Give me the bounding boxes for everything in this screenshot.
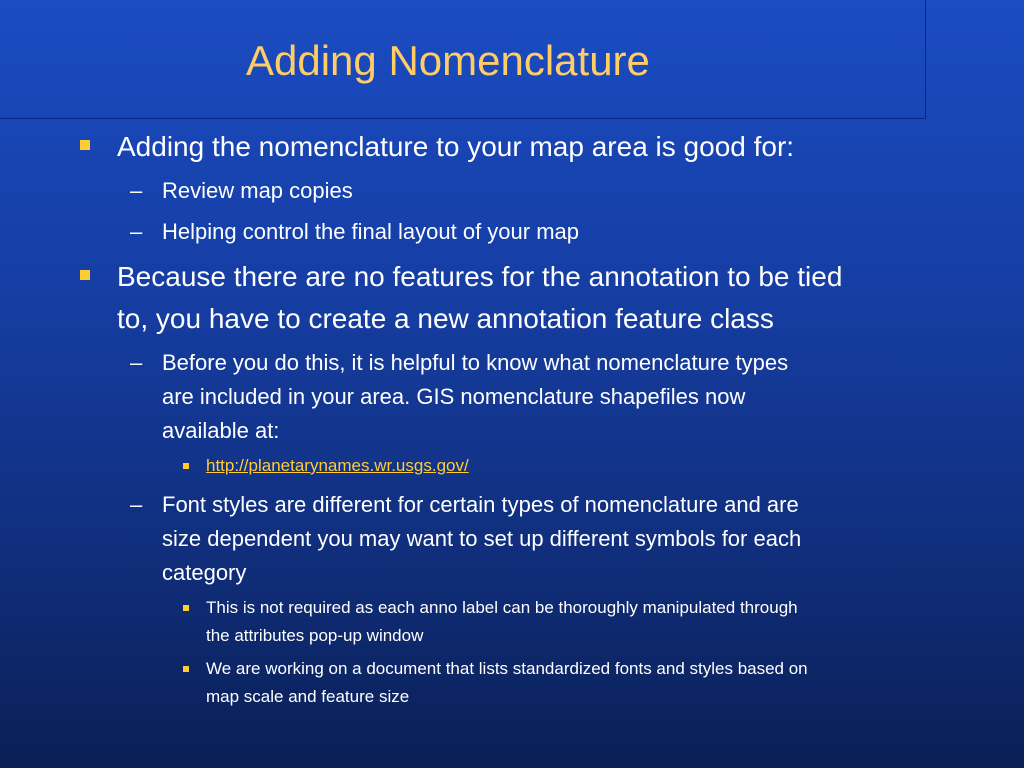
bullet-2-sub-1-line1: Before you do this, it is helpful to know what nomenclature types	[162, 350, 789, 375]
square-bullet-icon	[183, 463, 189, 469]
bullet-1-sub-2: Helping control the final layout of your map	[162, 219, 580, 244]
bullet-2-sub-2-line1: Font styles are different for certain types of nomenclature and are	[162, 492, 799, 517]
square-bullet-icon	[183, 605, 189, 611]
bullet-2-sub-2-line2: size dependent you may want to set up different symbols for each	[162, 526, 802, 551]
dash-icon: –	[130, 350, 143, 375]
bullet-2-sub-2-line3: category	[162, 560, 247, 585]
bullet-2-sub-1-line3: available at:	[162, 418, 280, 443]
dash-icon: –	[130, 219, 143, 244]
bullet-2-sub-2-sub-2-line1: We are working on a document that lists standardized fonts and styles based on	[206, 659, 808, 678]
bullet-2-sub-1-line2: are included in your area. GIS nomenclature shapefiles now	[162, 384, 746, 409]
dash-icon: –	[130, 178, 143, 203]
usgs-nomenclature-link[interactable]: http://planetarynames.wr.usgs.gov/	[206, 456, 469, 475]
square-bullet-icon	[183, 666, 189, 672]
square-bullet-icon	[80, 140, 90, 150]
slide-title: Adding Nomenclature	[246, 37, 650, 84]
dash-icon: –	[130, 492, 143, 517]
bullet-1-sub-1: Review map copies	[162, 178, 353, 203]
square-bullet-icon	[80, 270, 90, 280]
bullet-2-sub-2-sub-1-line1: This is not required as each anno label can be thoroughly manipulated through	[206, 598, 798, 617]
bullet-2-text-line1: Because there are no features for the annotation to be tied	[117, 261, 843, 292]
bullet-1-text: Adding the nomenclature to your map area is good for:	[117, 131, 795, 162]
bullet-2-sub-2-sub-1-line2: the attributes pop-up window	[206, 626, 424, 645]
bullet-2-text-line2: to, you have to create a new annotation feature class	[117, 303, 774, 334]
bullet-2-sub-2-sub-2-line2: map scale and feature size	[206, 687, 410, 706]
